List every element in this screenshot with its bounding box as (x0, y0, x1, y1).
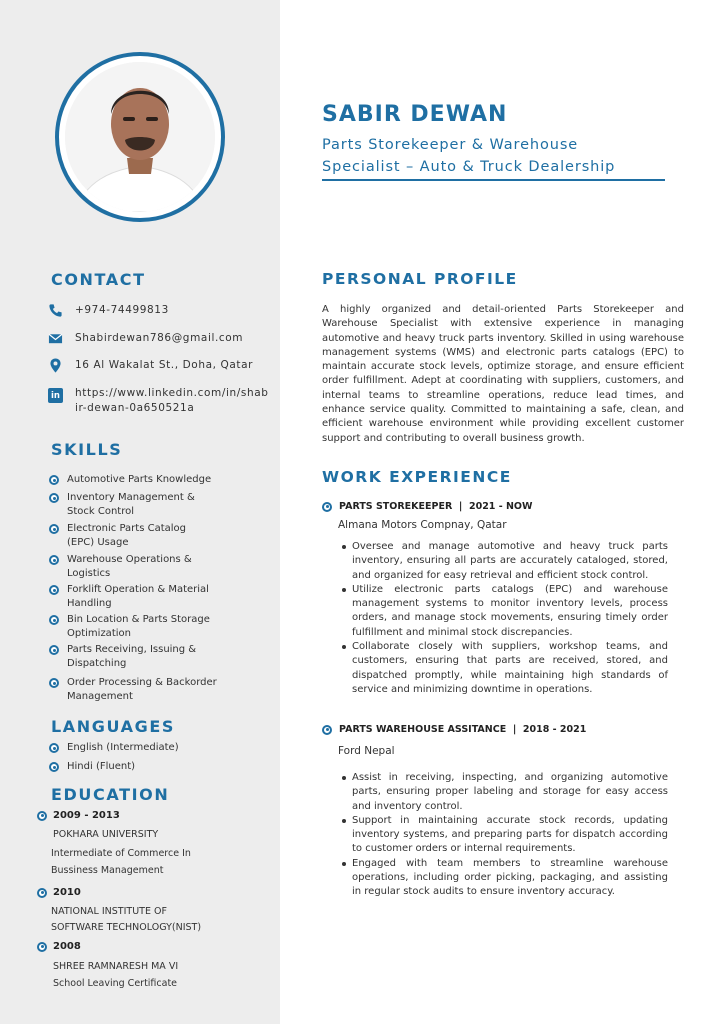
main-content (280, 0, 725, 1024)
bullet-icon (37, 888, 47, 898)
experience-heading: WORK EXPERIENCE (322, 468, 512, 486)
skill-label: Forklift Operation & Material Handling (67, 584, 209, 609)
list-item: Support in maintaining accurate stock records, updating inventory systems, and preparing parts for dispatch according to customer orders or internal requirements. (352, 814, 668, 857)
job-title-label: PARTS STOREKEEPER | 2021 - NOW (339, 501, 533, 512)
profile-heading: PERSONAL PROFILE (322, 270, 518, 288)
candidate-role (322, 134, 667, 178)
contact-phone (48, 303, 273, 318)
candidate-name: SABIR DEWAN (322, 102, 508, 127)
skill-label: Warehouse Operations & Logistics (67, 554, 192, 579)
list-item (49, 491, 274, 519)
year-label: 2008 (53, 941, 81, 952)
bullet-icon (49, 615, 59, 625)
bullet-icon (49, 645, 59, 655)
skill-label: Parts Receiving, Issuing & Dispatching (67, 644, 197, 669)
bullet-icon (49, 493, 59, 503)
year-label: 2010 (53, 887, 81, 898)
contact-address (48, 358, 273, 373)
list-item (49, 583, 274, 611)
bullet-icon (37, 942, 47, 952)
education-degree: School Leaving Certificate (53, 978, 178, 989)
list-item: Oversee and manage automotive and heavy truck parts inventory, ensuring all parts are accurately cataloged, stored, and organized for easy retrieval and efficient stock control. (352, 540, 668, 583)
list-item: Assist in receiving, inspecting, and organizing automotive parts, ensuring proper labeling and storage for easy access and inventory control. (352, 771, 668, 814)
email-address[interactable]: Shabirdewan786@gmail.com (75, 332, 244, 344)
job-company: Almana Motors Compnay, Qatar (338, 519, 507, 531)
skill-label: Electronic Parts Catalog (EPC) Usage (67, 523, 187, 548)
list-item (49, 741, 274, 755)
job-title-label: PARTS WAREHOUSE ASSITANCE | 2018 - 2021 (339, 724, 587, 735)
contact-linkedin (48, 386, 273, 416)
role-line: Specialist – Auto & Truck Dealership (322, 159, 616, 175)
avatar (65, 62, 215, 212)
skill-label: Bin Location & Parts Storage Optimization (67, 614, 210, 639)
skill-label: Inventory Management & Stock Control (67, 492, 195, 517)
education-year (37, 810, 120, 821)
bullet-icon (37, 811, 47, 821)
education-school: SHREE RAMNARESH MA VI (53, 961, 179, 972)
education-school: NATIONAL INSTITUTE OF (51, 906, 167, 917)
language-label: English (Intermediate) (67, 742, 179, 753)
bullet-icon (49, 555, 59, 565)
skills-heading: SKILLS (51, 440, 123, 459)
job-duties (352, 540, 668, 697)
list-item: Collaborate closely with suppliers, workshop teams, and customers, ensuring that parts are received, stored, and dispatched promptly, while maintaining high standards of service and minimizing downtime in operations. (352, 640, 668, 697)
education-year (37, 941, 81, 952)
list-item (49, 676, 274, 704)
job-duties (352, 771, 668, 900)
phone-icon (48, 303, 63, 318)
skill-label: Order Processing & Backorder Management (67, 677, 217, 702)
location-pin-icon (48, 358, 63, 373)
role-line: Parts Storekeeper & Warehouse (322, 137, 579, 153)
languages-heading: LANGUAGES (51, 717, 175, 736)
list-item: Engaged with team members to streamline warehouse operations, including order picking, packaging, and assisting in regular stock audits to ensure inventory accuracy. (352, 857, 668, 900)
contact-heading: CONTACT (51, 270, 146, 289)
list-item: Utilize electronic parts catalogs (EPC) and warehouse management systems to monitor inventory levels, process orders, and manage stock movements, ensuring timely order fulfillment and minimal stock discrepancies. (352, 583, 668, 640)
education-year (37, 887, 81, 898)
bullet-icon (49, 475, 59, 485)
bullet-icon (49, 585, 59, 595)
profile-photo (55, 52, 225, 222)
language-label: Hindi (Fluent) (67, 761, 136, 772)
list-item (49, 613, 274, 641)
education-degree: Intermediate of Commerce In (51, 848, 191, 859)
education-school: POKHARA UNIVERSITY (53, 829, 159, 840)
bullet-icon (322, 502, 332, 512)
list-item (49, 473, 274, 487)
job-title (322, 501, 532, 512)
linkedin-url[interactable]: https://www.linkedin.com/in/shabir-dewan-0a650521a (75, 387, 269, 414)
bullet-icon (49, 762, 59, 772)
envelope-icon (48, 331, 63, 346)
list-item (49, 522, 274, 550)
bullet-icon (322, 725, 332, 735)
job-title (322, 724, 586, 735)
contact-email (48, 331, 273, 346)
education-degree: Bussiness Management (51, 865, 164, 876)
linkedin-icon: in (48, 388, 63, 403)
phone-number[interactable]: +974-74499813 (75, 304, 169, 316)
profile-summary: A highly organized and detail-oriented Parts Storekeeper and Warehouse Specialist with extensive experience in managing automotive and heavy truck parts inventory. Skilled in using warehouse management systems (WMS) and electronic parts catalogs (EPC) to maintain accurate stock levels, optimize storage, and ensure efficient order fulfillment. Adept at coordinating with suppliers, customers, and internal teams to streamline operations, reduce lead times, and enhance service quality. Committed to maintaining a safe, clean, and efficient warehouse environment while providing excellent customer support and contributing to overall business growth. (322, 304, 684, 444)
job-company: Ford Nepal (338, 745, 395, 757)
header-divider (322, 179, 665, 181)
list-item (49, 553, 274, 581)
sidebar (0, 0, 280, 1024)
year-label: 2009 - 2013 (53, 810, 120, 821)
skill-label: Automotive Parts Knowledge (67, 474, 212, 485)
bullet-icon (49, 678, 59, 688)
education-school: SOFTWARE TECHNOLOGY(NIST) (51, 922, 202, 933)
list-item (49, 643, 274, 671)
street-address: 16 Al Wakalat St., Doha, Qatar (75, 359, 254, 371)
education-heading: EDUCATION (51, 785, 170, 804)
bullet-icon (49, 743, 59, 753)
bullet-icon (49, 524, 59, 534)
list-item (49, 760, 274, 774)
